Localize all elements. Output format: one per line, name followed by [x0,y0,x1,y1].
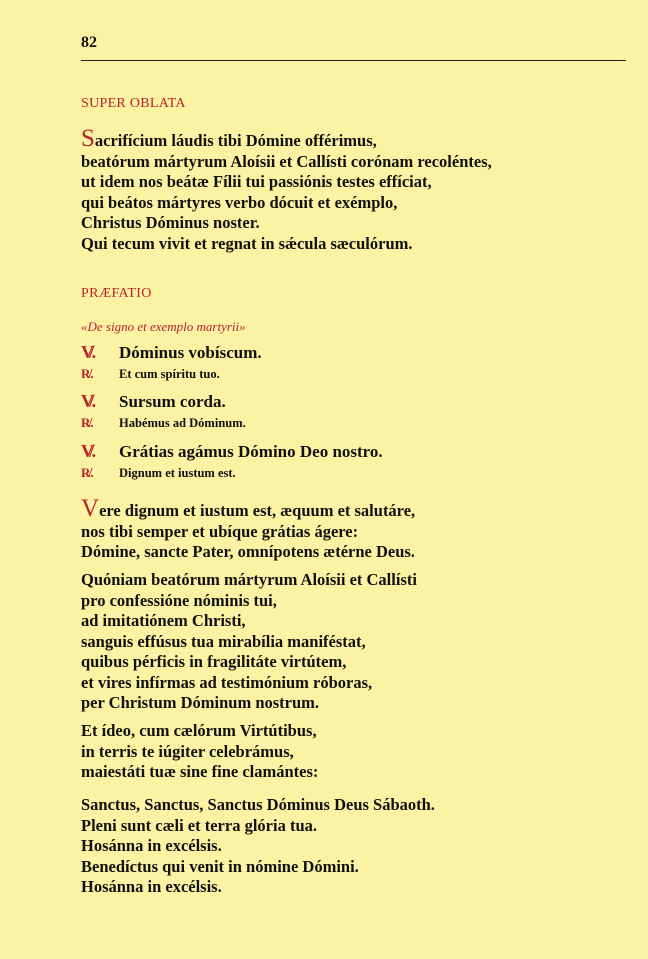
sanctus [81,795,626,898]
versicle-symbol: V̸. [81,342,97,362]
prayer-line: Et ídeo, cum cælórum Virtútibus, [81,721,317,740]
dropcap-v: V [81,495,100,522]
prayer-line: pro confessióne nóminis tui, [81,590,277,610]
versicle: V̸. Sursum corda. [81,391,226,411]
prayer-line: Sacrifícium láudis tibi Dómine offérimus, [81,125,377,152]
praefatio-para-1 [81,496,626,563]
praefatio-para-2 [81,570,626,714]
response: R̸. Habémus ad Dóminum. [81,415,246,430]
response-symbol: R̸. [81,465,94,480]
response: R̸. Dignum et iustum est. [81,465,236,480]
prayer-line: Quóniam beatórum mártyrum Aloísii et Callísti [81,570,417,589]
prayer-line: in terris te iúgiter celebrámus, [81,741,294,761]
prayer-line: et vires infírmas ad testimónium róboras, [81,672,373,692]
versicle-symbol: V̸. [81,391,97,411]
prayer-line: Pleni sunt cæli et terra glória tua. [81,815,317,835]
dialogue-block-1 [81,342,626,383]
prayer-line: nos tibi semper et ubíque grátias ágere: [81,521,359,541]
response-symbol: R̸. [81,415,94,430]
super-oblata-prayer [81,126,626,254]
praefatio-para-3 [81,721,626,783]
section-title-praefatio: PRÆFATIO [81,286,152,301]
prayer-line: ut idem nos beátæ Fílii tui passiónis testes effíciat, [81,172,432,191]
prayer-line: Qui tecum vivit et regnat in sǽcula sæculórum. [81,233,413,253]
page-header [81,33,626,53]
page-number: 82 [81,34,97,51]
prayer-line: Hosánna in excélsis. [81,877,222,896]
versicle: V̸. Dóminus vobíscum. [81,342,262,362]
header-rule [81,60,626,61]
prayer-line: sanguis effúsus tua mirabília maniféstat, [81,631,366,651]
prayer-line: quibus pérficis in fragilitáte virtútem, [81,652,347,671]
prayer-line: qui beátos mártyres verbo dócuit et exémplo, [81,192,398,212]
response: R̸. Et cum spíritu tuo. [81,366,220,381]
section-title-super-oblata: SUPER OBLATA [81,96,186,111]
prayer-line: Vere dignum et iustum est, æquum et salutáre, [81,495,416,522]
prayer-line: beatórum mártyrum Aloísii et Callísti corónam recoléntes, [81,151,492,171]
response-symbol: R̸. [81,366,94,381]
prayer-line: per Christum Dóminum nostrum. [81,693,320,712]
versicle-symbol: V̸. [81,441,97,461]
praefatio-subtitle: «De signo et exemplo martyrii» [81,319,246,334]
prayer-line: Christus Dóminus noster. [81,213,260,232]
dialogue-block-2 [81,391,626,432]
prayer-line: ad imitatiónem Christi, [81,611,246,630]
prayer-line: Sanctus, Sanctus, Sanctus Dóminus Deus Sábaoth. [81,795,435,814]
dialogue-block-3 [81,441,626,482]
dropcap-s: S [81,125,95,152]
prayer-line: Hosánna in excélsis. [81,836,222,855]
prayer-line: Dómine, sancte Pater, omnípotens ætérne Deus. [81,542,415,561]
prayer-line: Benedíctus qui venit in nómine Dómini. [81,856,359,876]
versicle: V̸. Grátias agámus Dómino Deo nostro. [81,441,383,461]
prayer-line: maiestáti tuæ sine fine clamántes: [81,762,319,781]
